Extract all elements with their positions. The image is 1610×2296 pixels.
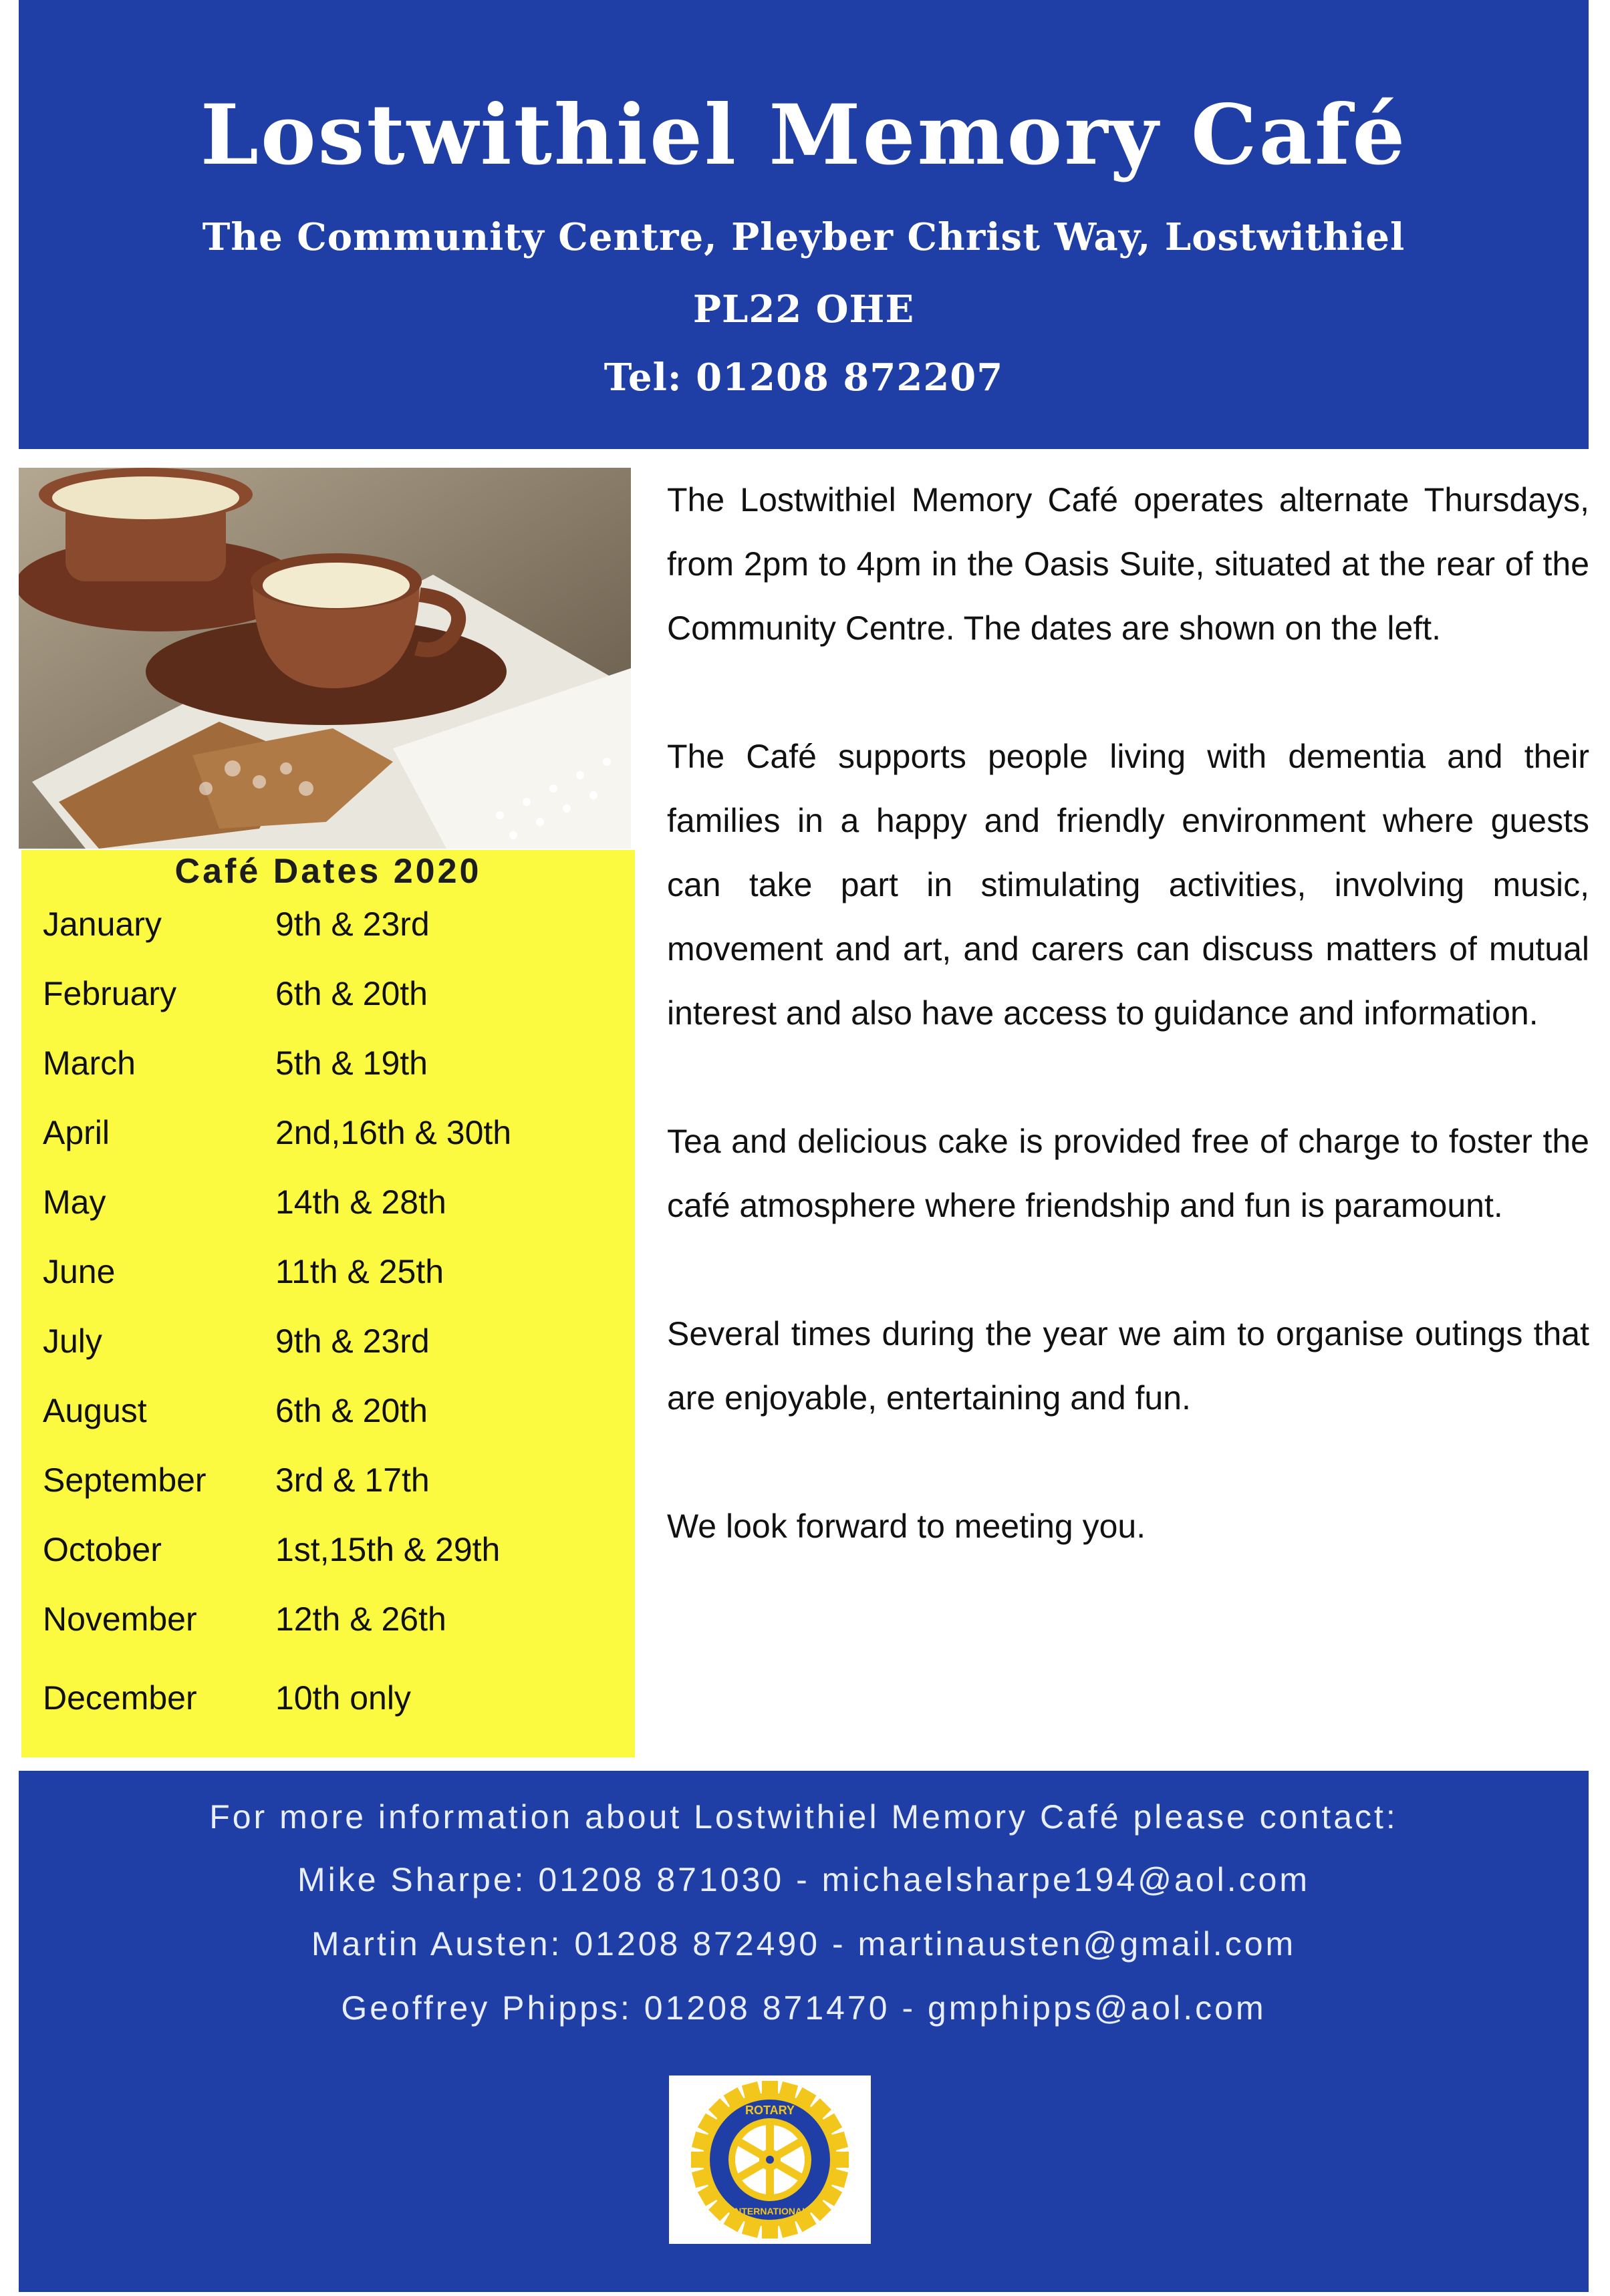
postcode: PL22 OHE xyxy=(692,287,915,331)
month-label: August xyxy=(43,1392,147,1429)
tea-and-cake-illustration xyxy=(19,468,631,849)
contact-martin-austen: Martin Austen: 01208 872490 - martinausten@gmail.com xyxy=(311,1925,1297,1963)
paragraph-schedule: The Lostwithiel Memory Café operates alternate Thursdays, from 2pm to 4pm in the Oasis Suite, situated at the rear of the Community Centre. The dates are shown on the left. xyxy=(667,481,1589,647)
date-values: 3rd & 17th xyxy=(275,1461,430,1499)
rotary-text-bottom: INTERNATIONAL xyxy=(732,2206,808,2216)
date-values: 9th & 23rd xyxy=(275,1322,430,1360)
paragraph-support: The Café supports people living with dementia and their families in a happy and friendly environment where guests can take part in stimulating activities, involving music, movement and art, and carers can discuss matters of mutual interest and also have access to guidance and information. xyxy=(667,738,1589,1032)
date-values: 9th & 23rd xyxy=(275,905,430,943)
contact-footer xyxy=(19,1771,1589,2292)
contact-geoffrey-phipps: Geoffrey Phipps: 01208 871470 - gmphipps@aol.com xyxy=(341,1989,1266,2027)
month-label: November xyxy=(43,1600,197,1638)
month-label: July xyxy=(43,1322,102,1360)
contact-mike-sharpe: Mike Sharpe: 01208 871030 - michaelsharpe194@aol.com xyxy=(297,1861,1311,1898)
month-label: February xyxy=(43,975,177,1012)
page-title: Lostwithiel Memory Café xyxy=(200,87,1407,184)
month-label: June xyxy=(43,1253,116,1290)
cafe-dates-panel xyxy=(21,850,635,1757)
cafe-dates-title: Café Dates 2020 xyxy=(174,852,482,891)
rotary-text-top: ROTARY xyxy=(745,2104,795,2117)
date-values: 2nd,16th & 30th xyxy=(275,1114,512,1151)
paragraph-outings: Several times during the year we aim to organise outings that are enjoyable, entertaining and fun. xyxy=(667,1315,1589,1417)
month-label: May xyxy=(43,1183,106,1221)
month-label: December xyxy=(43,1679,197,1717)
month-label: September xyxy=(43,1461,207,1499)
date-values: 6th & 20th xyxy=(275,1392,428,1429)
date-values: 6th & 20th xyxy=(275,975,428,1012)
header-banner xyxy=(19,0,1589,449)
date-values: 12th & 26th xyxy=(275,1600,446,1638)
description-text xyxy=(667,468,1589,1622)
rotary-wheel-icon xyxy=(669,2075,871,2244)
rotary-logo xyxy=(669,2075,871,2244)
paragraph-closing: We look forward to meeting you. xyxy=(667,1508,1146,1545)
paragraph-refreshments: Tea and delicious cake is provided free of charge to foster the café atmosphere where friendship and fun is paramount. xyxy=(667,1123,1589,1224)
date-values: 5th & 19th xyxy=(275,1044,428,1082)
telephone: Tel: 01208 872207 xyxy=(603,355,1004,400)
month-label: October xyxy=(43,1531,162,1568)
month-label: March xyxy=(43,1044,136,1082)
month-label: April xyxy=(43,1114,110,1151)
tea-and-cake-photo xyxy=(19,468,631,849)
address: The Community Centre, Pleyber Christ Way, Lostwithiel xyxy=(202,215,1405,259)
date-values: 11th & 25th xyxy=(275,1253,444,1290)
month-label: January xyxy=(43,905,162,943)
date-values: 10th only xyxy=(275,1679,411,1717)
date-values: 14th & 28th xyxy=(275,1183,446,1221)
contact-intro: For more information about Lostwithiel Memory Café please contact: xyxy=(209,1798,1398,1836)
date-values: 1st,15th & 29th xyxy=(275,1531,501,1568)
